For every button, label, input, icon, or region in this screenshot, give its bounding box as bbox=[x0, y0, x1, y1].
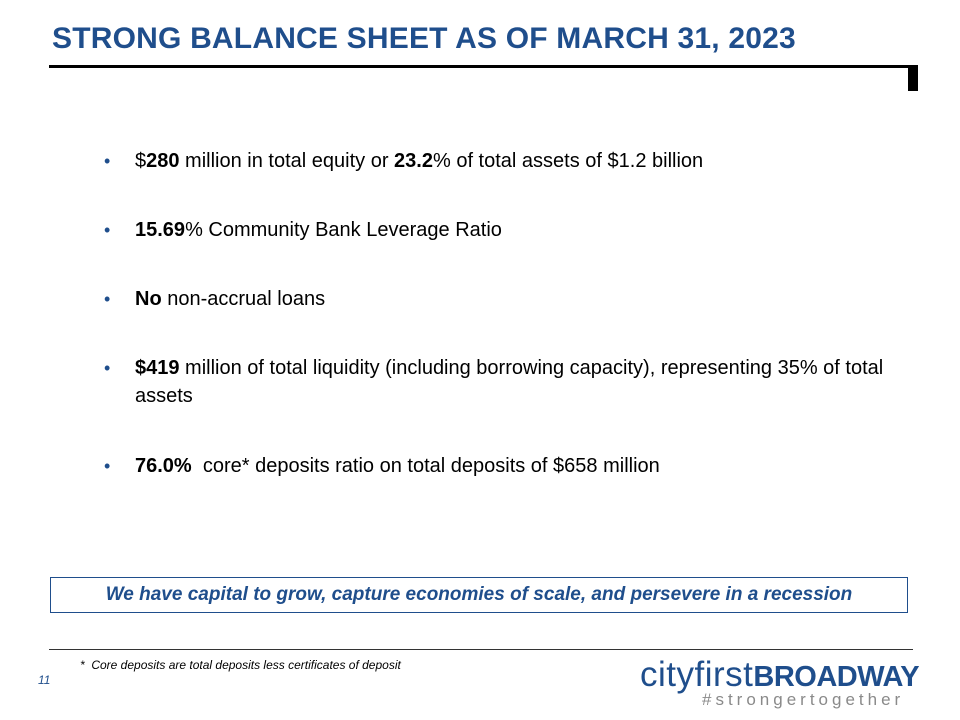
bold-figure: $419 bbox=[135, 357, 180, 379]
text-run: non-accrual loans bbox=[161, 288, 326, 310]
bullet-text bbox=[135, 147, 910, 175]
bullet-marker: • bbox=[104, 358, 111, 378]
logo-city: cityfirst bbox=[640, 655, 754, 694]
callout-box bbox=[50, 577, 908, 613]
callout-text: We have capital to grow, capture economies of scale, and persevere in a recession bbox=[105, 584, 853, 605]
logo-tagline: #strongertogether bbox=[702, 690, 905, 709]
bullet-marker: • bbox=[104, 220, 111, 240]
title-divider-tab bbox=[908, 65, 918, 91]
bullet-text bbox=[135, 354, 910, 410]
text-run: $ bbox=[135, 150, 147, 172]
text-run: core* deposits ratio on total deposits of $658 million bbox=[191, 455, 660, 477]
footnote: * Core deposits are total deposits less certificates of deposit bbox=[80, 658, 401, 672]
company-logo bbox=[640, 655, 920, 713]
bullet-text bbox=[135, 452, 910, 480]
bullet-marker: • bbox=[104, 151, 111, 171]
text-run: million of total liquidity (including borrowing capacity), representing 35% of total assets bbox=[135, 357, 884, 407]
footer-divider bbox=[49, 649, 913, 650]
bullet-marker: • bbox=[104, 289, 111, 309]
text-run: million in total equity or bbox=[179, 150, 395, 172]
bold-figure: 76.0% bbox=[135, 455, 192, 477]
bold-figure: 15.69 bbox=[135, 219, 186, 241]
bullet-marker: • bbox=[104, 456, 111, 476]
bold-figure: No bbox=[135, 288, 162, 310]
bold-figure: 280 bbox=[146, 150, 180, 172]
title-divider bbox=[49, 65, 918, 68]
logo-broadway: BROADWAY bbox=[753, 661, 920, 693]
text-run: % of total assets of $1.2 billion bbox=[432, 150, 704, 172]
bullet-text bbox=[135, 285, 910, 313]
bold-figure: 23.2 bbox=[394, 150, 433, 172]
bullet-text bbox=[135, 216, 910, 244]
slide-title: STRONG BALANCE SHEET AS OF MARCH 31, 2023 bbox=[52, 22, 796, 55]
page-number: 11 bbox=[38, 673, 51, 687]
text-run: % Community Bank Leverage Ratio bbox=[185, 219, 502, 241]
